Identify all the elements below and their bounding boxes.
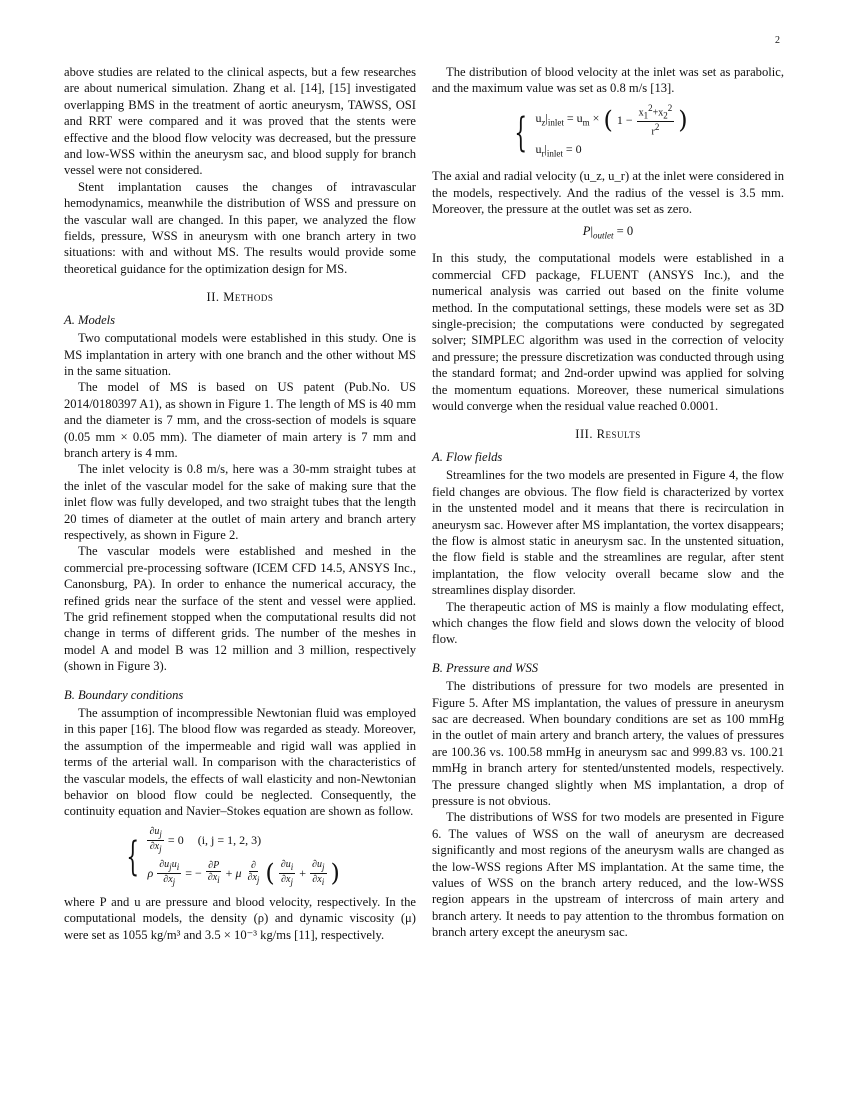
subsection-heading-boundary: B. Boundary conditions <box>64 687 184 702</box>
paragraph: The distribution of blood velocity at the inlet was set as parabolic, and the maximum value was set as 0.8 m/s [13]. <box>432 65 784 96</box>
paragraph: The vascular models were established and meshed in the commercial pre-processing software (ICEM CFD 14.5, ANSYS Inc., Canonsburg, PA). In order to enhance the numerical accuracy, the refined grids near the surface of the stent and vessel were applied. The grid refinement stopped when the computational results did not change in terms of different grids. The number of the meshes in model A and model B was 12 million and 3 million, respectively (shown in Figure 3). <box>64 544 416 674</box>
inlet-velocity-equation: { $u_z|_{inlet} = u_m$ × ( 1 − $\frac{x_1^2+x_2^2}{r^2}$ ) $u_r|_{inlet} = 0$ <box>514 102 688 159</box>
paragraph: In this study, the computational models were established in a commercial CFD package, FLUENT (ANSYS Inc.), and the numerical analysis was carried out based on the finite volume method. In the computational settings, these models were set as 3D single-precision; the computations were conducted by segregated solver; SIMPLEC algorithm was used in the correction of velocity and pressure; the pressure discretization was conducted through using the standard format; and 2nd-order upwind was applied for solving the momentum equations. Moreover, these numerical simulations would converge when the residual value reached 0.0001. <box>432 251 784 414</box>
paragraph: The inlet velocity is 0.8 m/s, here was a 30-mm straight tubes at the inlet of the vascular model for the sake of making sure that the inlet flow was fully developed, and two straight tubes that the length 20 times of diameter at the outlet of main artery and branch artery respectively, as shown in Figure 2. <box>64 462 416 542</box>
paragraph: above studies are related to the clinical aspects, but a few researches are about numerical simulation. Zhang et al. [14], [15] investigated overlapping BMS in the treatment of aortic aneurysm, TAWSS, OSI and RRT were compared and it was proved that the stents were effective and the blood flow velocity was decreased, but the pressure and low-WSS within the aneurysm sac, and blood supply for branch vessel were not considered. <box>64 65 416 178</box>
section-heading-methods: II. Methods <box>206 290 274 305</box>
paragraph: Two computational models were established in this study. One is MS implantation in artery with one branch and the other without MS in the same situation. <box>64 331 416 378</box>
paragraph: where P and u are pressure and blood velocity, respectively. In the computational models, the density (ρ) and dynamic viscosity (μ) were set as 1055 kg/m³ and 3.5 × 10⁻³ kg/ms [11], respectively. <box>64 894 416 942</box>
page-number: 2 <box>775 35 780 46</box>
outlet-pressure-equation: $P|_{outlet} = 0$ <box>582 224 634 241</box>
paragraph: The distributions of WSS for two models are presented in Figure 6. The values of WSS on the wall of aneurysm are decreased significantly and most regions of the aneurysm walls are changed as the low-WSS regions After MS implantation. At the same time, the values of WSS on the branch artery reduced, and the low-WSS region appears in the upstream of intercross of main artery and branch artery. It needs to pay attention to the thrombus formation on branch artery except the aneurysm sac. <box>432 810 784 940</box>
paragraph: Streamlines for the two models are presented in Figure 4, the flow field changes are obvious. The flow field is characterized by vortex in the unstented model and it means that there is recirculation in aneurysm sac. However after MS implantation, the vortex disappears; the flow is almost static in aneurysm sac. In the unstented situation, the flow field is stable and the streamlines are regular, after stent implantation, the flow velocity overall became slow and the streamlines display disorder. <box>432 468 784 598</box>
paragraph: Stent implantation causes the changes of intravascular hemodynamics, meanwhile the distribution of WSS and pressure on the vascular wall are changed. In this paper, we analyzed the flow fields, pressure, WSS in aneurysm with one branch artery in two situations: with and without MS. The results would provide some theoretical guidance for the optimization design for MS. <box>64 179 416 276</box>
left-column <box>64 64 416 943</box>
paragraph: The model of MS is based on US patent (Pub.No. US 2014/0180397 A1), as shown in Figure 1. The length of MS is 40 mm and the diameter is 7 mm, and the cross-section of models is square (0.05 mm × 0.05 mm). The diameter of main artery is 7 mm and branch artery is 4 mm. <box>64 380 416 460</box>
paragraph: The axial and radial velocity (u_z, u_r) at the inlet were considered in the models, respectively. And the radius of the vessel is 3.5 mm. Moreover, the pressure at the outlet was set as zero. <box>432 169 784 217</box>
navier-stokes-equation: { $\frac{\partial u_j}{\partial x_j}$ = 0 (i, j = 1, 2, 3) ρ $\frac{\partial u_ju_i}{\partial x_j}$ = − $\frac{\partial P}{\partial x_i}$ + μ $\frac{\partial}{\partial x_j}$ ( $\frac{\partial u_i}{\partial x_j}$ + $\frac{\partial u_j}{\partial x_i}$ ) <box>126 825 340 888</box>
paragraph: The assumption of incompressible Newtonian fluid was employed in this paper [16]. The blood flow was regarded as steady. Moreover, the assumption of the impermeable and rigid wall was applied in terms of the arterial wall. In comparison with the characteristics of the vascular models, the effects of wall elasticity and non-Newtonian behavior on blood flow could be neglected. Consequently, the continuity equation and Navier–Stokes equation are shown as follow. <box>64 706 416 819</box>
subsection-heading-pressure-wss: B. Pressure and WSS <box>432 660 539 675</box>
paragraph: The therapeutic action of MS is mainly a flow modulating effect, which changes the flow field and slows down the velocity of blood flow. <box>432 599 784 647</box>
paragraph: The distributions of pressure for two models are presented in Figure 5. After MS implantation, the values of pressure in aneurysm sac are decreased. When boundary conditions are set as 100 mmHg in the outlet of main artery and branch artery, the values of pressures are 100.36 vs. 100.58 mmHg in aneurysm sac and 999.83 vs. 100.21 mmHg in branch artery for stented/unstented models, respectively. The pressure changed slightly when MS implantation, a drop of pressure is not obvious. <box>432 679 784 808</box>
right-column <box>432 64 784 941</box>
section-heading-results: III. Results <box>575 427 641 442</box>
subsection-heading-models: A. Models <box>64 312 116 327</box>
subsection-heading-flow-fields: A. Flow fields <box>432 449 503 464</box>
index-range: (i, j = 1, 2, 3) <box>197 833 262 848</box>
